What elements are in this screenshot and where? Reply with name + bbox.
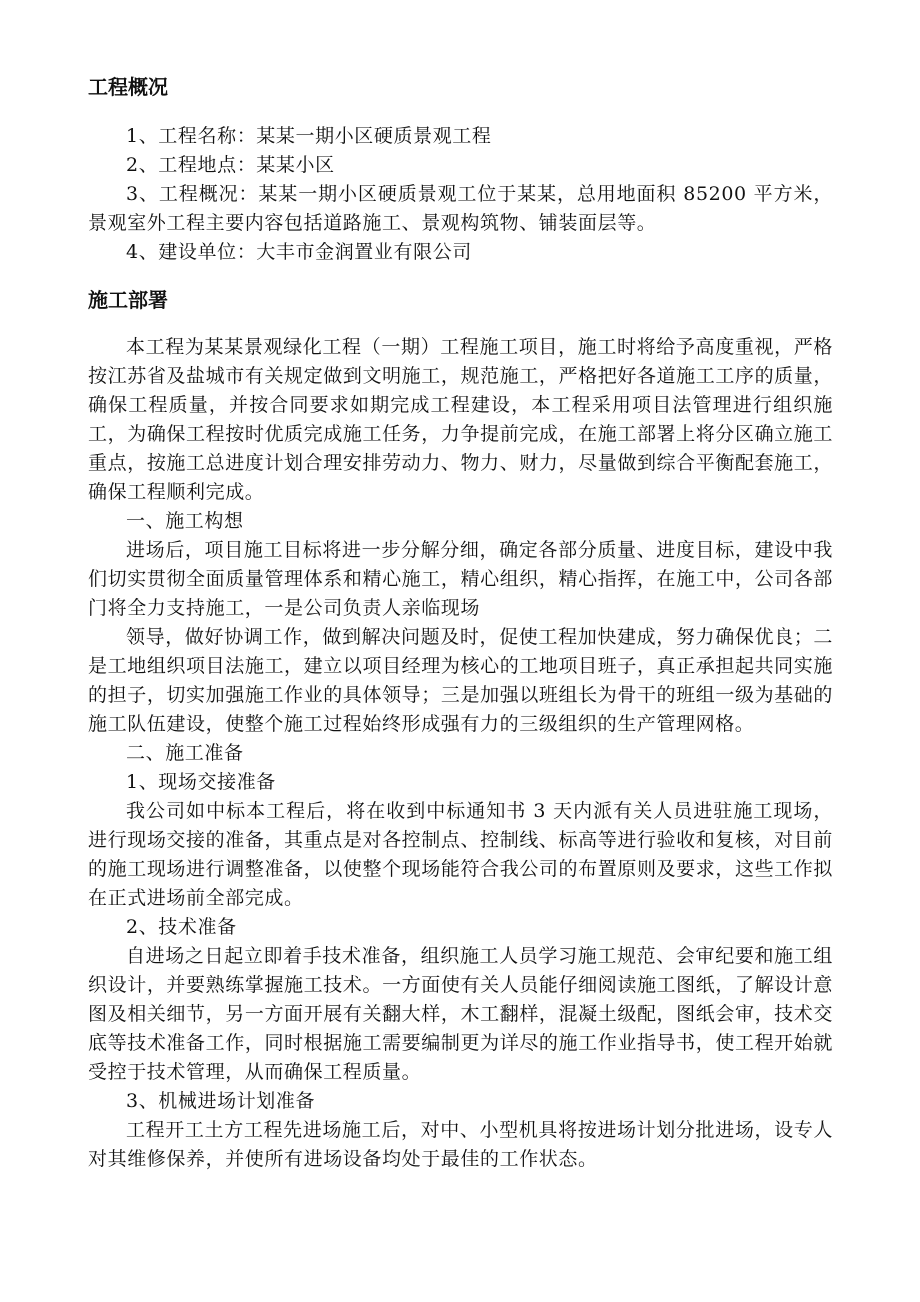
- subheading-site-handover: 1、现场交接准备: [126, 771, 276, 793]
- site-handover-paragraph: 我公司如中标本工程后，将在收到中标通知书 3 天内派有关人员进驻施工现场，进行现场交接的准备，其重点是对各控制点、控制线、标高等进行验收和复核，对目前的施工现场进行调整准备，以使整个现场能符合我公司的布置原则及要求，这些工作拟在正式进场前全部完成。: [88, 800, 833, 909]
- technical-paragraph: 自进场之日起立即着手技术准备，组织施工人员学习施工规范、会审纪要和施工组织设计，并要熟练掌握施工技术。一方面使有关人员能仔细阅读施工图纸，了解设计意图及相关细节，另一方面开展有关翻大样，木工翻样，混凝土级配，图纸会审，技术交底等技术准备工作，同时根据施工需要编制更为详尽的施工作业指导书，使工程开始就受控于技术管理，从而确保工程质量。: [88, 945, 833, 1083]
- section-title-deployment: 施工部署: [88, 288, 168, 312]
- section-title-overview: 工程概况: [88, 75, 168, 99]
- concept-paragraph: 进场后，项目施工目标将进一步分解分细，确定各部分质量、进度目标，建设中我们切实贯彻全面质量管理体系和精心施工，精心组织，精心指挥，在施工中，公司各部门将全力支持施工，一是公司负责人亲临现场: [88, 539, 833, 619]
- subheading-technical: 2、技术准备: [126, 916, 237, 938]
- overview-item-name: 1、工程名称：某某一期小区硬质景观工程: [126, 125, 492, 147]
- deployment-intro: 本工程为某某景观绿化工程（一期）工程施工项目，施工时将给予高度重视，严格按江苏省及盐城市有关规定做到文明施工，规范施工，严格把好各道施工工序的质量，确保工程质量，并按合同要求如期完成工程建设，本工程采用项目法管理进行组织施工，为确保工程按时优质完成施工任务，力争提前完成，在施工部署上将分区确立施工重点，按施工总进度计划合理安排劳动力、物力、财力，尽量做到综合平衡配套施工，确保工程顺利完成。: [88, 336, 833, 503]
- overview-item-summary: 3、工程概况：某某一期小区硬质景观工位于某某，总用地面积 85200 平方米，景观室外工程主要内容包括道路施工、景观构筑物、铺装面层等。: [88, 183, 833, 234]
- concept-paragraph-cont: 领导，做好协调工作，做到解决问题及时，促使工程加快建成，努力确保优良；二是工地组织项目法施工，建立以项目经理为核心的工地项目班子，真正承担起共同实施的担子，切实加强施工作业的具体领导；三是加强以班组长为骨干的班组一级为基础的施工队伍建设，使整个施工过程始终形成强有力的三级组织的生产管理网格。: [88, 626, 833, 735]
- document-page: [88, 70, 833, 1174]
- overview-item-owner: 4、建设单位：大丰市金润置业有限公司: [126, 241, 472, 263]
- subheading-preparation: 二、施工准备: [126, 742, 244, 764]
- subheading-concept: 一、施工构想: [126, 510, 244, 532]
- overview-item-location: 2、工程地点：某某小区: [126, 154, 335, 176]
- machinery-paragraph: 工程开工土方工程先进场施工后，对中、小型机具将按进场计划分批进场，设专人对其维修保养，并使所有进场设备均处于最佳的工作状态。: [88, 1119, 833, 1170]
- subheading-machinery: 3、机械进场计划准备: [126, 1090, 316, 1112]
